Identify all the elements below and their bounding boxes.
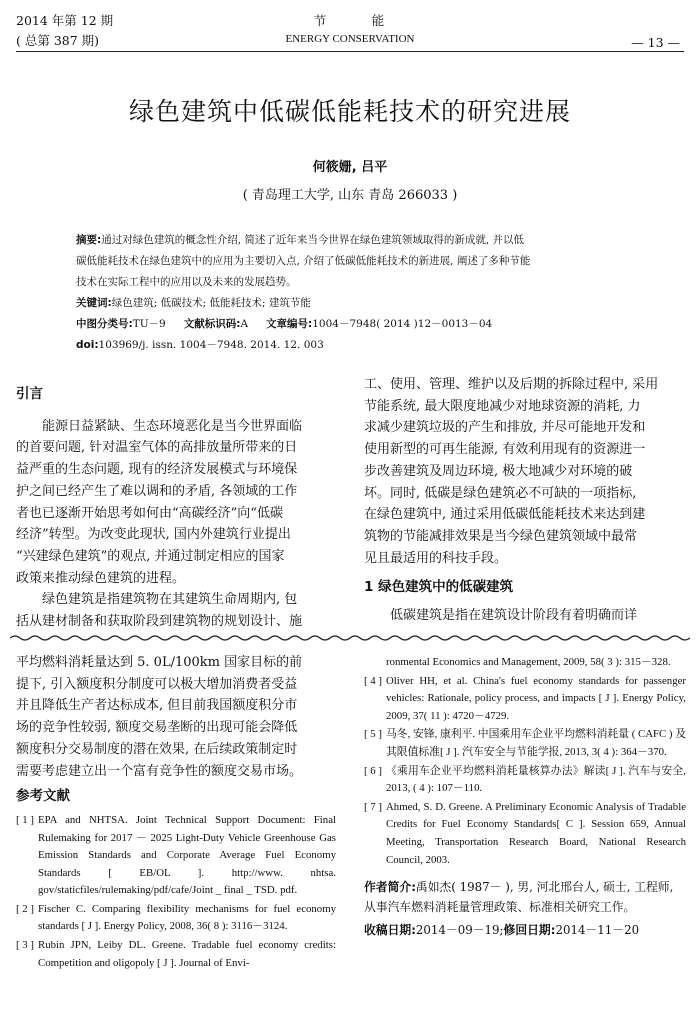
- references-left: [16, 812, 336, 972]
- reference-item: [ 5 ] 马冬, 安锋, 康利平. 中国乘用车企业平均燃料消耗量 ( CAFC ) 及其限值标准[ J ]. 汽车安全与节能学报, 2013, 3( 4 ): 364－370.: [364, 728, 686, 758]
- keywords-line: 关键词:绿色建筑; 低碳技术; 低能耗技术; 建筑节能: [76, 297, 311, 309]
- header-rule: [16, 51, 684, 52]
- reference-continuation: ronmental Economics and Management, 2009, 58( 3 ): 315－328.: [386, 656, 671, 668]
- reference-item: [ 7 ] Ahmed, S. D. Greene. A Preliminary Economic Analysis of Tradable Credits for Fuel Economy Standards[ C ]. Session 659, Annual Meeting, Transportation Research Board, National Research Council, 2003.: [364, 800, 686, 866]
- reference-item: [ 1 ] EPA and NHTSA. Joint Technical Support Document: Final Rulemaking for 2017 － 2025 Light-Duty Vehicle Greenhouse Gas Emission Standards and Corporate Average Fuel Economy Standards [ EB/OL ]. http://www. nhtsa. gov/staticfiles/rulemaking/pdf/cafe/Joint _ final _ TSD. pdf.: [16, 813, 336, 897]
- issue-label: 2014 年第 12 期: [16, 13, 114, 28]
- classification-line: 中图分类号:TU－9 文献标识码:A 文章编号:1004－7948( 2014 )12－0013－04: [76, 318, 493, 330]
- references-heading: 参考文献: [16, 788, 70, 805]
- journal-name-en: ENERGY CONSERVATION: [285, 33, 415, 45]
- dates-line: 收稿日期:2014－09－19;修回日期:2014－11－20: [364, 923, 640, 938]
- reference-item: [ 4 ] Oliver HH, et al. China's fuel economy standards for passenger vehicles: Rationale, policy process, and impacts [ J ]. Energy Policy, 2009, 37( 11 ): 4720－4729.: [364, 674, 686, 722]
- article-authors: 何筱姗, 吕平: [312, 160, 388, 175]
- doi-line: doi:103969/j. issn. 1004－7948. 2014. 12. 003: [76, 339, 324, 351]
- conclusion-paragraph: 平均燃料消耗量达到 5. 0L/100km 国家目标的前 提下, 引入额度积分制度可以极大增加消费者受益 并且降低生产者达标成本, 但目前我国额度积分市 场的竞争性较弱, 额度交易垄断的出现可能会降低 额度积分交易制度的潜在效果, 在后续政策制定时 需要考虑建立出一个富有竞争性的额度交易市场。: [16, 655, 303, 779]
- section-1-heading: 1 绿色建筑中的低碳建筑: [364, 579, 514, 596]
- author-affiliation: ( 青岛理工大学, 山东 青岛 266033 ): [242, 188, 458, 203]
- reference-item: [ 6 ] 《乘用车企业平均燃料消耗量核算办法》解读[ J ]. 汽车与安全, 2013, ( 4 ): 107－110.: [364, 764, 686, 795]
- abstract-line-1: 摘要:通过对绿色建筑的概念性介绍, 简述了近年来当今世界在绿色建筑领域取得的新成就, 并以低: [76, 234, 525, 246]
- abstract-line-3: 技术在实际工程中的应用以及未来的发展趋势。: [76, 276, 297, 288]
- abstract-label: 摘要:: [76, 234, 102, 246]
- abstract-line-2: 碳低能耗技术在绿色建筑中的应用为主要切入点, 介绍了低碳低能耗技术的新进展, 阐述了多种节能: [76, 255, 531, 267]
- abstract-block: [76, 230, 636, 356]
- intro-paragraph-1: 能源日益紧缺、生态环境恶化是当今世界面临 的首要问题, 针对温室气体的高排放量所带来的日 益严重的生态问题, 现有的经济发展模式与环境保 护之间已经产生了难以调和的矛盾, 各领域的工作 者也已逐渐开始思考如何由“高碳经济”向“低碳 经济”转型。为改变此现状, 国内外建筑行业提出 “兴建绿色建筑”的观点, 并通过制定相应的国家 政策来推动绿色建筑的进程。: [16, 418, 303, 586]
- right-column-lower: [364, 654, 686, 940]
- journal-name-cn: 节 能: [313, 13, 387, 28]
- page-number: — 13 —: [631, 35, 680, 50]
- intro-paragraph-2: 绿色建筑是指建筑物在其建筑生命周期内, 包 括从建材制备和获取阶段到建筑物的规划设计、施: [16, 592, 303, 630]
- article-title: 绿色建筑中低碳低能耗技术的研究进展: [128, 97, 571, 126]
- left-column-upper: [16, 384, 336, 633]
- left-column-lower: [16, 652, 336, 973]
- references-right: [364, 654, 686, 869]
- intro-heading: 引言: [16, 386, 43, 402]
- author-bio: 作者简介:禹如杰( 1987－ ), 男, 河北邢台人, 硕士, 工程师, 从事汽车燃料消耗量管理政策、标准相关研究工作。: [364, 880, 674, 915]
- right-paragraph: 工、使用、管理、维护以及后期的拆除过程中, 采用 节能系统, 最大限度地减少对地球资源的消耗, 力 求减少建筑垃圾的产生和排放, 并尽可能地开发和 使用新型的可再生能源, 有效利用现有的资源进一 步改善建筑及周边环境, 极大地减少对环境的破 坏。同时, 低碳是绿色建筑必不可缺的一项指标, 在绿色建筑中, 通过采用低碳低能耗技术来达到建 筑物的节能减排效果是当今绿色建筑领域中最常 见且最适用的科技手段。: [364, 377, 659, 566]
- right-column-upper: [364, 374, 686, 627]
- volume-label: ( 总第 387 期): [16, 33, 100, 48]
- reference-item: [ 3 ] Rubin JPN, Leiby DL. Greene. Tradable fuel economy credits: Competition and oligopoly [ J ]. Journal of Envi-: [16, 939, 336, 969]
- reference-item: [ 2 ] Fischer C. Comparing flexibility mechanisms for fuel economy standards [ J ]. Energy Policy, 2008, 36( 8 ): 3116－3124.: [16, 902, 336, 933]
- page-split-wavy-line: [10, 634, 690, 642]
- section-1-line: 低碳建筑是指在建筑设计阶段有着明确而详: [390, 608, 638, 624]
